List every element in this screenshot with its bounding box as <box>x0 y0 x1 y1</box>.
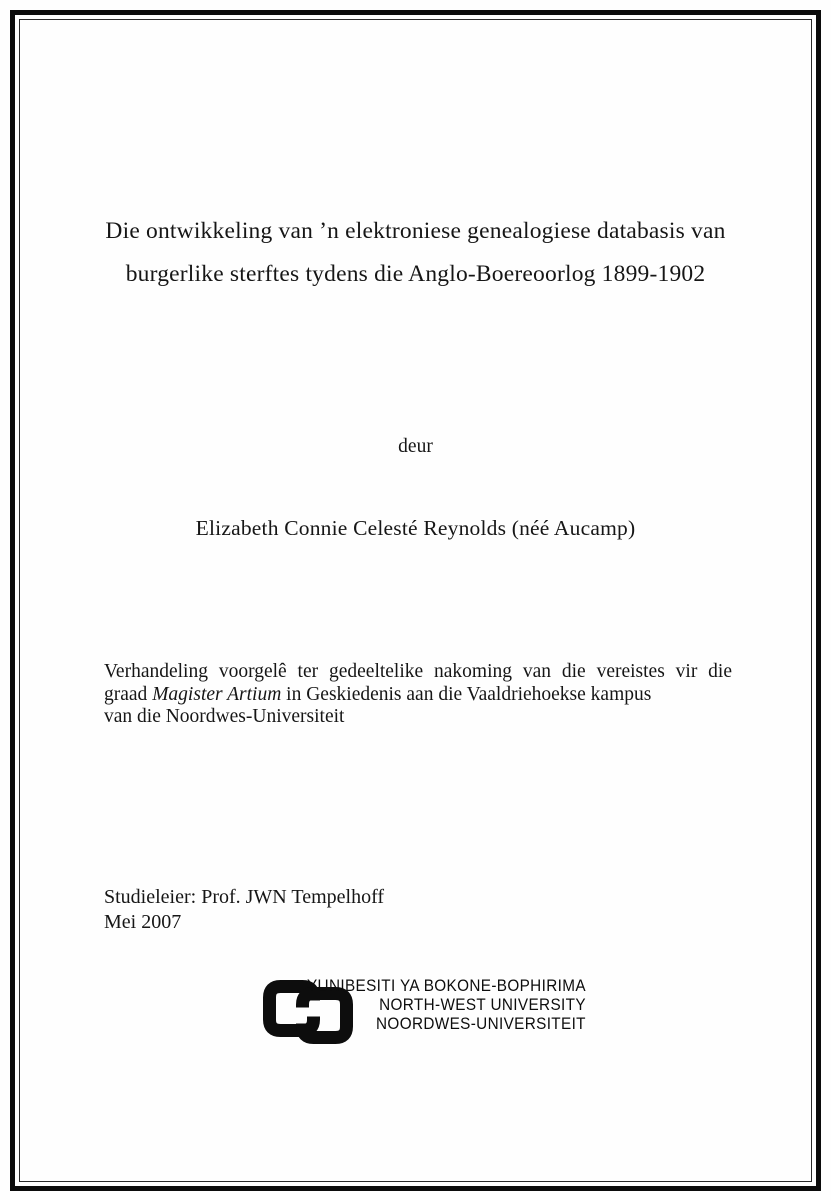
thesis-title-line2: burgerlike sterftes tydens die Anglo-Boereoorlog 1899-1902 <box>125 261 706 287</box>
degree-statement-line2-pre: graad <box>104 683 153 705</box>
university-name-english: NORTH-WEST UNIVERSITY <box>379 995 586 1014</box>
degree-statement-line2-post: in Geskiedenis aan die Vaaldriehoekse kampus <box>281 683 652 705</box>
thesis-title-line1: Die ontwikkeling van ’n elektroniese genealogiese databasis van <box>105 218 726 244</box>
degree-statement-line3: van die Noordwes-Universiteit <box>104 706 345 727</box>
byline: deur <box>398 436 433 457</box>
degree-statement-line1: Verhandeling voorgelê ter gedeeltelike nakoming van die vereistes vir die <box>104 661 732 682</box>
university-name-afrikaans: NOORDWES-UNIVERSITEIT <box>376 1014 586 1033</box>
date-line: Mei 2007 <box>104 911 182 933</box>
degree-statement-line2 <box>104 684 732 707</box>
degree-statement <box>104 661 732 729</box>
university-logo <box>256 969 586 1053</box>
author-name: Elizabeth Connie Celesté Reynolds (néé Aucamp) <box>195 516 636 540</box>
university-name-setswana: YUNIBESITI YA BOKONE-BOPHIRIMA <box>307 976 586 995</box>
thesis-title <box>70 210 761 296</box>
supervisor-line: Studieleier: Prof. JWN Tempelhoff <box>104 886 385 908</box>
supervisor-block <box>104 885 384 935</box>
degree-name: Magister Artium <box>152 683 282 705</box>
university-logo-text <box>307 976 586 1033</box>
